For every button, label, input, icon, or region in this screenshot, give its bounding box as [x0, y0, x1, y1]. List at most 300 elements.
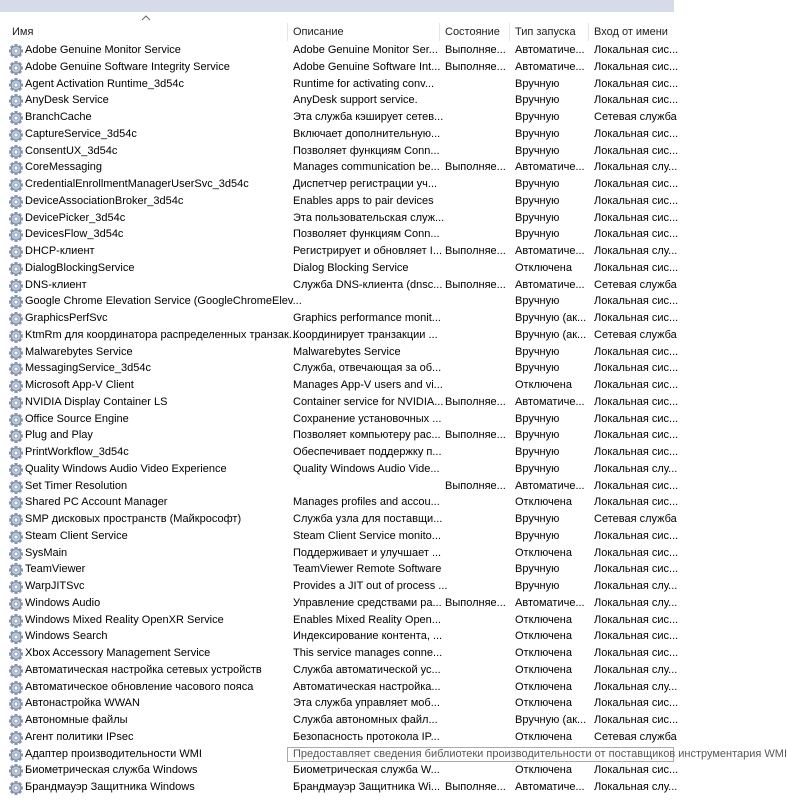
- service-gear-icon: [8, 311, 24, 327]
- service-log-on-as: Локальная сис...: [594, 379, 679, 391]
- service-description: Manages profiles and accou...: [293, 496, 440, 509]
- service-status: [445, 193, 505, 210]
- service-startup-type: Отключена: [515, 663, 572, 676]
- service-name: Agent Activation Runtime_3d54c: [25, 77, 184, 90]
- service-row[interactable]: [0, 561, 679, 578]
- service-name: Автономные файлы: [25, 714, 128, 726]
- service-gear-icon: [8, 395, 24, 411]
- service-description: Координирует транзакции ...: [293, 328, 438, 341]
- service-row[interactable]: [0, 377, 679, 394]
- service-row[interactable]: [0, 42, 679, 59]
- service-status: [445, 411, 505, 428]
- service-description: Служба DNS-клиента (dnsc...: [293, 278, 443, 291]
- service-row[interactable]: [0, 612, 679, 629]
- service-row[interactable]: [0, 511, 677, 528]
- service-description: Позволяет функциям Conn...: [293, 144, 440, 157]
- service-log-on-as: Локальная сис...: [594, 563, 679, 576]
- service-status: [445, 327, 505, 344]
- column-header-name[interactable]: Имя: [12, 26, 34, 38]
- service-startup-type: Вручную: [515, 211, 560, 224]
- service-gear-icon: [8, 261, 24, 277]
- service-log-on-as: Локальная слу...: [594, 596, 678, 609]
- service-name: CredentialEnrollmentManagerUserSvc_3d54c: [25, 178, 249, 190]
- service-row[interactable]: [0, 779, 678, 796]
- column-divider[interactable]: [588, 23, 589, 41]
- service-description: Обеспечивает поддержку п...: [293, 446, 442, 458]
- service-row[interactable]: [0, 360, 679, 377]
- service-description: Enables apps to pair devices: [293, 194, 434, 207]
- service-description: Эта служба управляет моб...: [293, 697, 440, 710]
- service-description: Provides a JIT out of process ...: [293, 580, 448, 592]
- service-status: Выполняе...: [445, 596, 506, 609]
- service-log-on-as: Локальная сис...: [594, 764, 679, 777]
- service-log-on-as: Локальная сис...: [594, 144, 679, 157]
- service-status: [445, 109, 505, 126]
- service-status: Выполняе...: [445, 781, 506, 793]
- service-gear-icon: [8, 345, 24, 361]
- service-row[interactable]: [0, 762, 679, 779]
- service-log-on-as: Локальная сис...: [594, 345, 679, 358]
- service-description: Сохранение установочных ...: [293, 412, 442, 425]
- service-gear-icon: [8, 328, 24, 344]
- service-name: ConsentUX_3d54c: [25, 144, 118, 157]
- service-gear-icon: [8, 177, 24, 193]
- service-status: [445, 762, 505, 779]
- column-divider[interactable]: [509, 23, 510, 41]
- service-name: DeviceAssociationBroker_3d54c: [25, 194, 184, 207]
- sort-ascending-icon: [141, 14, 151, 22]
- service-log-on-as: Локальная сис...: [594, 228, 679, 241]
- service-description: [293, 293, 436, 310]
- service-startup-type: Отключена: [515, 730, 572, 743]
- service-description: Graphics performance monit...: [293, 312, 441, 324]
- service-log-on-as: Локальная слу...: [594, 580, 678, 592]
- service-gear-icon: [8, 361, 24, 377]
- service-row[interactable]: [0, 92, 679, 109]
- service-name: Windows Mixed Reality OpenXR Service: [25, 613, 224, 626]
- service-log-on-as: Локальная сис...: [594, 60, 679, 73]
- service-status: [445, 679, 505, 696]
- service-log-on-as: Локальная сис...: [594, 362, 679, 375]
- service-description: Поддерживает и улучшает ...: [293, 546, 442, 559]
- service-startup-type: Автоматиче...: [515, 479, 585, 492]
- service-startup-type: Отключена: [515, 680, 572, 693]
- service-description: Позволяет компьютеру рас...: [293, 429, 441, 442]
- service-description: Steam Client Service monito...: [293, 529, 441, 542]
- service-startup-type: Вручную: [515, 194, 560, 207]
- service-name: Xbox Accessory Management Service: [25, 647, 211, 659]
- service-startup-type: Вручную: [515, 94, 560, 107]
- service-name: DialogBlockingService: [25, 261, 135, 274]
- service-status: Выполняе...: [445, 161, 506, 174]
- service-name: Adobe Genuine Monitor Service: [25, 44, 181, 56]
- service-status: [445, 511, 505, 528]
- service-row[interactable]: [0, 494, 679, 511]
- service-gear-icon: [8, 629, 24, 645]
- service-name: Malwarebytes Service: [25, 345, 133, 358]
- service-description: Управление средствами ра...: [293, 596, 442, 609]
- service-name: Агент политики IPsec: [25, 730, 134, 743]
- service-name: CaptureService_3d54c: [25, 127, 137, 140]
- service-status: [445, 612, 505, 629]
- service-name: SMP дисковых пространств (Майкрософт): [25, 513, 242, 525]
- service-description: Биометрическая служба W...: [293, 764, 440, 777]
- service-status: Выполняе...: [445, 44, 506, 56]
- service-log-on-as: Локальная сис...: [594, 295, 679, 308]
- service-name: DHCP-клиент: [25, 245, 95, 257]
- service-gear-icon: [8, 93, 24, 109]
- service-status: [445, 578, 505, 595]
- service-gear-icon: [8, 646, 24, 662]
- service-gear-icon: [8, 562, 24, 578]
- service-row[interactable]: [0, 746, 787, 763]
- service-name: Shared PC Account Manager: [25, 496, 168, 509]
- service-log-on-as: Локальная сис...: [594, 697, 679, 710]
- service-startup-type: Отключена: [515, 630, 572, 643]
- service-startup-type: Вручную: [515, 362, 560, 375]
- service-name: AnyDesk Service: [25, 94, 109, 107]
- service-log-on-as: Локальная сис...: [594, 395, 679, 408]
- service-status: [445, 293, 505, 310]
- service-name: SysMain: [25, 546, 68, 559]
- service-log-on-as: Локальная сис...: [594, 429, 679, 442]
- service-name: Автоматическое обновление часового пояса: [25, 680, 254, 693]
- service-log-on-as: Сетевая служба: [594, 328, 677, 341]
- service-description: Служба, отвечающая за об...: [293, 362, 442, 375]
- service-startup-type: Вручную: [515, 429, 560, 442]
- service-startup-type: Вручную: [515, 144, 560, 157]
- service-name: Steam Client Service: [25, 529, 128, 542]
- service-name: DNS-клиент: [25, 278, 87, 291]
- service-gear-icon: [8, 529, 24, 545]
- service-gear-icon: [8, 663, 24, 679]
- service-log-on-as: Сетевая служба: [594, 513, 677, 525]
- service-description: Служба автоматической ус...: [293, 663, 441, 676]
- service-row[interactable]: [0, 327, 677, 344]
- service-log-on-as: Локальная сис...: [594, 44, 679, 56]
- service-log-on-as: Локальная сис...: [594, 479, 679, 492]
- service-startup-type: Вручную (ак...: [515, 312, 587, 324]
- service-description: Эта пользовательская служ...: [293, 211, 445, 224]
- service-row[interactable]: [0, 109, 677, 126]
- service-log-on-as: Локальная слу...: [594, 161, 678, 174]
- service-log-on-as: Локальная слу...: [594, 680, 678, 693]
- service-log-on-as: Локальная сис...: [594, 529, 679, 542]
- service-log-on-as: Сетевая служба: [594, 111, 677, 123]
- service-status: [445, 645, 505, 662]
- service-row[interactable]: [0, 210, 679, 227]
- service-log-on-as: Локальная сис...: [594, 412, 679, 425]
- service-description: Quality Windows Audio Vide...: [293, 462, 440, 475]
- service-gear-icon: [8, 730, 24, 746]
- service-row[interactable]: [0, 729, 677, 746]
- service-startup-type: Отключена: [515, 647, 572, 659]
- service-status: [445, 360, 505, 377]
- service-status: [445, 126, 505, 143]
- service-log-on-as: Локальная сис...: [594, 630, 679, 643]
- service-description: Автоматическая настройка...: [293, 680, 441, 693]
- service-row[interactable]: [0, 695, 679, 712]
- service-log-on-as: Сетевая служба: [594, 730, 677, 743]
- service-status: Выполняе...: [445, 429, 506, 442]
- service-description: Malwarebytes Service: [293, 345, 401, 358]
- service-description: Adobe Genuine Software Int...: [293, 60, 441, 73]
- service-gear-icon: [8, 546, 24, 562]
- service-startup-type: Вручную (ак...: [515, 714, 587, 726]
- service-gear-icon: [8, 144, 24, 160]
- column-divider[interactable]: [439, 23, 440, 41]
- service-gear-icon: [8, 479, 24, 495]
- service-log-on-as: Локальная сис...: [594, 613, 679, 626]
- service-status: Выполняе...: [445, 395, 506, 408]
- service-name: GraphicsPerfSvc: [25, 312, 108, 324]
- service-row[interactable]: [0, 143, 679, 160]
- service-description: This service manages conne...: [293, 647, 443, 659]
- service-startup-type: Вручную: [515, 178, 560, 190]
- service-log-on-as: Локальная сис...: [594, 714, 679, 726]
- service-row[interactable]: [0, 578, 678, 595]
- service-row[interactable]: [0, 243, 678, 260]
- service-log-on-as: Локальная сис...: [594, 178, 679, 190]
- service-row[interactable]: [0, 394, 679, 411]
- service-description: TeamViewer Remote Software: [293, 563, 442, 576]
- service-description: Безопасность протокола IP...: [293, 730, 440, 743]
- service-name: MessagingService_3d54c: [25, 362, 151, 375]
- service-gear-icon: [8, 747, 24, 763]
- service-status: [445, 143, 505, 160]
- service-startup-type: Автоматиче...: [515, 395, 585, 408]
- service-gear-icon: [8, 579, 24, 595]
- service-log-on-as: Локальная сис...: [594, 261, 679, 274]
- service-row[interactable]: [0, 662, 678, 679]
- service-log-on-as: Локальная сис...: [594, 312, 679, 324]
- service-log-on-as: Локальная сис...: [594, 211, 679, 224]
- service-startup-type: Вручную: [515, 563, 560, 576]
- service-name: WarpJITSvc: [25, 580, 85, 592]
- service-gear-icon: [8, 227, 24, 243]
- service-name: Microsoft App-V Client: [25, 379, 134, 391]
- service-log-on-as: Локальная слу...: [594, 663, 678, 676]
- service-status: [445, 494, 505, 511]
- service-row[interactable]: [0, 193, 679, 210]
- window-top-band: [0, 0, 674, 12]
- service-startup-type: Автоматиче...: [515, 60, 585, 73]
- service-gear-icon: [8, 512, 24, 528]
- service-startup-type: Автоматиче...: [515, 245, 585, 257]
- service-log-on-as: Локальная слу...: [594, 462, 678, 475]
- service-gear-icon: [8, 127, 24, 143]
- service-row[interactable]: [0, 679, 678, 696]
- service-startup-type: Автоматиче...: [515, 44, 585, 56]
- service-gear-icon: [8, 160, 24, 176]
- service-row[interactable]: [0, 293, 679, 310]
- service-status: [445, 712, 505, 729]
- service-log-on-as: Локальная сис...: [594, 446, 679, 458]
- service-name: KtmRm для координатора распределенных транзак...: [25, 328, 298, 341]
- service-description: Индексирование контента, ...: [293, 630, 443, 643]
- service-description: Служба автономных файл...: [293, 714, 438, 726]
- service-description: Runtime for activating conv...: [293, 77, 435, 90]
- service-description: Эта служба кэширует сетев...: [293, 111, 444, 123]
- service-row[interactable]: [0, 59, 679, 76]
- service-description: AnyDesk support service.: [293, 94, 418, 107]
- service-name: Adobe Genuine Software Integrity Service: [25, 60, 230, 73]
- service-startup-type: Вручную: [515, 513, 560, 525]
- service-row[interactable]: [0, 310, 679, 327]
- column-header-description[interactable]: Описание: [293, 26, 344, 38]
- service-row[interactable]: [0, 411, 679, 428]
- service-name: DevicesFlow_3d54c: [25, 228, 124, 241]
- service-gear-icon: [8, 596, 24, 612]
- service-description: Adobe Genuine Monitor Ser...: [293, 44, 438, 56]
- service-gear-icon: [8, 378, 24, 394]
- service-row[interactable]: [0, 159, 678, 176]
- service-startup-type: Отключена: [515, 697, 572, 710]
- service-row[interactable]: [0, 444, 679, 461]
- service-name: BranchCache: [25, 111, 92, 123]
- service-status: [445, 461, 505, 478]
- service-log-on-as: Локальная слу...: [594, 245, 678, 257]
- service-row[interactable]: [0, 76, 679, 93]
- service-description: Manages App-V users and vi...: [293, 379, 443, 391]
- service-status: [445, 528, 505, 545]
- service-name: Google Chrome Elevation Service (GoogleChromeElev...: [25, 295, 302, 308]
- service-row[interactable]: [0, 478, 679, 495]
- service-startup-type: Вручную: [515, 446, 560, 458]
- service-name: DevicePicker_3d54c: [25, 211, 126, 224]
- service-status: Выполняе...: [445, 278, 506, 291]
- service-gear-icon: [8, 428, 24, 444]
- service-name: Windows Search: [25, 630, 108, 643]
- service-gear-icon: [8, 278, 24, 294]
- service-description: [293, 478, 436, 495]
- service-status: [445, 226, 505, 243]
- service-status: [445, 662, 505, 679]
- service-row[interactable]: [0, 126, 679, 143]
- service-gear-icon: [8, 244, 24, 260]
- service-startup-type: Автоматиче...: [515, 161, 585, 174]
- service-log-on-as: Локальная сис...: [594, 127, 679, 140]
- service-description: Manages communication be...: [293, 161, 440, 174]
- service-startup-type: Вручную: [515, 127, 560, 140]
- service-name: Автоматическая настройка сетевых устройств: [25, 663, 262, 676]
- service-status: Выполняе...: [445, 479, 506, 492]
- service-gear-icon: [8, 294, 24, 310]
- service-row[interactable]: [0, 344, 679, 361]
- service-gear-icon: [8, 462, 24, 478]
- service-startup-type: Автоматиче...: [515, 781, 585, 793]
- service-description: Enables Mixed Reality Open...: [293, 613, 441, 626]
- service-row[interactable]: [0, 628, 679, 645]
- service-status: [445, 76, 505, 93]
- column-header-startup-type[interactable]: Тип запуска: [515, 26, 576, 38]
- service-status: [445, 92, 505, 109]
- service-gear-icon: [8, 77, 24, 93]
- service-name: Адаптер производительности WMI: [25, 747, 202, 760]
- service-gear-icon: [8, 194, 24, 210]
- service-description: Регистрирует и обновляет I...: [293, 245, 442, 257]
- column-header-status[interactable]: Состояние: [445, 26, 500, 38]
- service-startup-type: Автоматиче...: [515, 596, 585, 609]
- service-startup-type: Вручную: [515, 462, 560, 475]
- service-gear-icon: [8, 43, 24, 59]
- service-gear-icon: [8, 412, 24, 428]
- service-row[interactable]: [0, 545, 679, 562]
- service-startup-type: Вручную: [515, 412, 560, 425]
- service-status: [445, 628, 505, 645]
- service-status: [445, 444, 505, 461]
- service-startup-type: Отключена: [515, 764, 572, 777]
- service-startup-type: Вручную (ак...: [515, 328, 587, 341]
- service-startup-type: Отключена: [515, 496, 572, 509]
- service-startup-type: Вручную: [515, 228, 560, 241]
- service-gear-icon: [8, 696, 24, 712]
- service-status: [445, 344, 505, 361]
- service-name: PrintWorkflow_3d54c: [25, 446, 129, 458]
- service-startup-type: Отключена: [515, 261, 572, 274]
- service-row[interactable]: [0, 277, 677, 294]
- service-status: [445, 729, 505, 746]
- service-log-on-as: Локальная сис...: [594, 546, 679, 559]
- service-gear-icon: [8, 211, 24, 227]
- service-gear-icon: [8, 495, 24, 511]
- service-gear-icon: [8, 613, 24, 629]
- service-log-on-as: Локальная сис...: [594, 496, 679, 509]
- service-row[interactable]: [0, 712, 679, 729]
- service-log-on-as: Локальная сис...: [594, 94, 679, 107]
- service-gear-icon: [8, 445, 24, 461]
- services-list-view[interactable]: [0, 12, 787, 800]
- service-row[interactable]: [0, 595, 678, 612]
- service-startup-type: Вручную: [515, 345, 560, 358]
- service-status: Выполняе...: [445, 245, 506, 257]
- service-status: [445, 210, 505, 227]
- service-name: Plug and Play: [25, 429, 93, 442]
- service-row[interactable]: [0, 260, 679, 277]
- service-row[interactable]: [0, 645, 679, 662]
- service-gear-icon: [8, 780, 24, 796]
- service-row[interactable]: [0, 528, 679, 545]
- service-row[interactable]: [0, 427, 679, 444]
- service-name: Брандмауэр Защитника Windows: [25, 781, 195, 793]
- service-name: NVIDIA Display Container LS: [25, 395, 168, 408]
- service-status: [445, 377, 505, 394]
- service-status: [445, 545, 505, 562]
- service-name: Set Timer Resolution: [25, 479, 128, 492]
- service-row[interactable]: [0, 176, 679, 193]
- service-log-on-as: Локальная сис...: [594, 194, 679, 207]
- service-gear-icon: [8, 60, 24, 76]
- service-description: Диспетчер регистрации уч...: [293, 178, 438, 190]
- service-row[interactable]: [0, 226, 679, 243]
- service-status: [445, 176, 505, 193]
- service-name: Windows Audio: [25, 596, 101, 609]
- service-name: Автонастройка WWAN: [25, 697, 140, 710]
- description-tooltip: Предоставляет сведения библиотеки производительности от поставщиков инструментария WMI: [287, 747, 674, 762]
- service-description: Dialog Blocking Service: [293, 261, 409, 274]
- service-log-on-as: Локальная сис...: [594, 647, 679, 659]
- column-divider[interactable]: [287, 23, 288, 41]
- service-description: Служба узла для поставщи...: [293, 513, 443, 525]
- column-header-log-on-as[interactable]: Вход от имени: [594, 26, 668, 38]
- service-description: Позволяет функциям Conn...: [293, 228, 440, 241]
- service-startup-type: Отключена: [515, 546, 572, 559]
- service-name: TeamViewer: [25, 563, 86, 576]
- service-name: Биометрическая служба Windows: [25, 764, 198, 777]
- service-startup-type: Вручную: [515, 77, 560, 90]
- service-status: [445, 310, 505, 327]
- service-row[interactable]: [0, 461, 678, 478]
